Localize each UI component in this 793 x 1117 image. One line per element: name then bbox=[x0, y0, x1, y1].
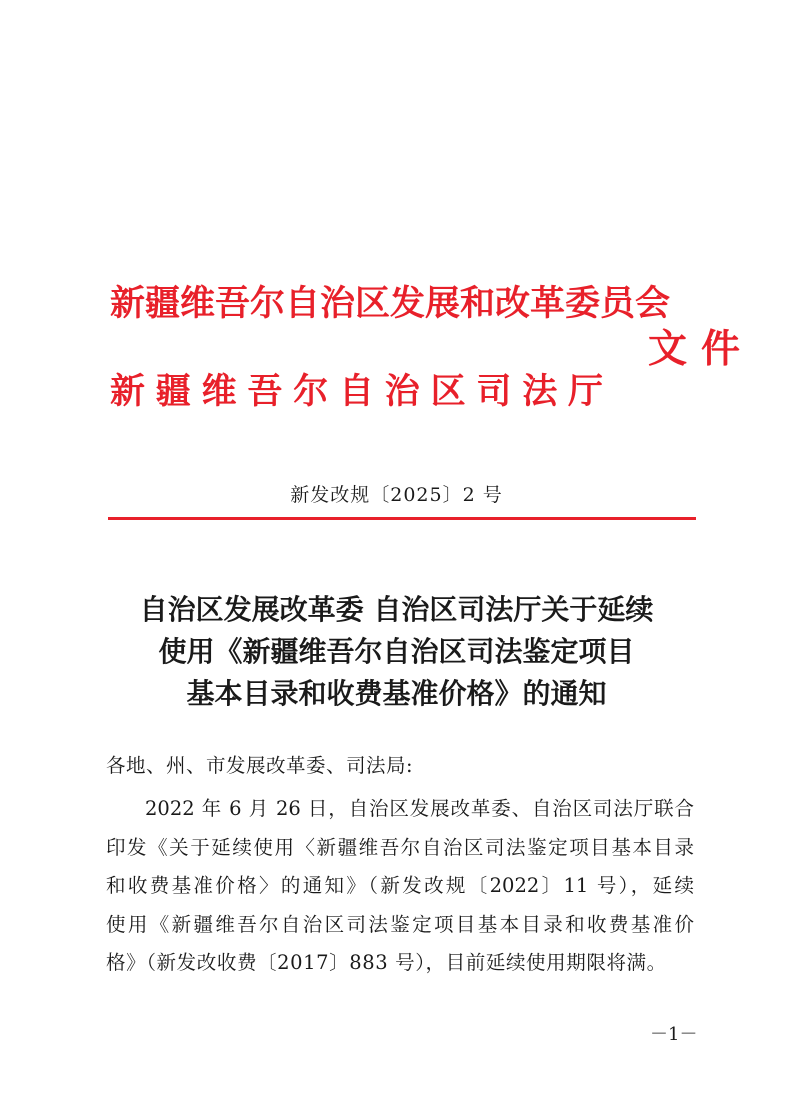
document-title-line-2: 使用《新疆维吾尔自治区司法鉴定项目 bbox=[158, 635, 635, 668]
document-title-line-3: 基本目录和收费基准价格》的通知 bbox=[186, 677, 607, 710]
paragraph-line: 和收费基准价格〉的通知》（新发改规〔2022〕11 号），延续 bbox=[106, 874, 694, 897]
paragraph-line: 2022 年 6 月 26 日，自治区发展改革委、自治区司法厅联合 bbox=[145, 797, 694, 820]
salutation: 各地、州、市发展改革委、司法局: bbox=[106, 754, 414, 777]
body-paragraph bbox=[106, 790, 694, 983]
page-number: －1－ bbox=[650, 1024, 698, 1045]
paragraph-line: 格》（新发改收费〔2017〕883 号），目前延续使用期限将满。 bbox=[106, 951, 667, 974]
document-title-line-1: 自治区发展改革委 自治区司法厅关于延续 bbox=[139, 593, 654, 626]
paragraph-line: 使用《新疆维吾尔自治区司法鉴定项目基本目录和收费基准价 bbox=[106, 912, 694, 936]
paragraph-line: 印发《关于延续使用〈新疆维吾尔自治区司法鉴定项目基本目录 bbox=[106, 835, 694, 859]
red-divider-line bbox=[108, 517, 696, 520]
doc-type-label: 文件 bbox=[648, 326, 755, 372]
issuer-justice-dept: 新疆维吾尔自治区司法厅 bbox=[110, 371, 614, 412]
issuer-drc: 新疆维吾尔自治区发展和改革委员会 bbox=[110, 283, 671, 324]
document-number: 新发改规〔2025〕2 号 bbox=[290, 484, 503, 506]
